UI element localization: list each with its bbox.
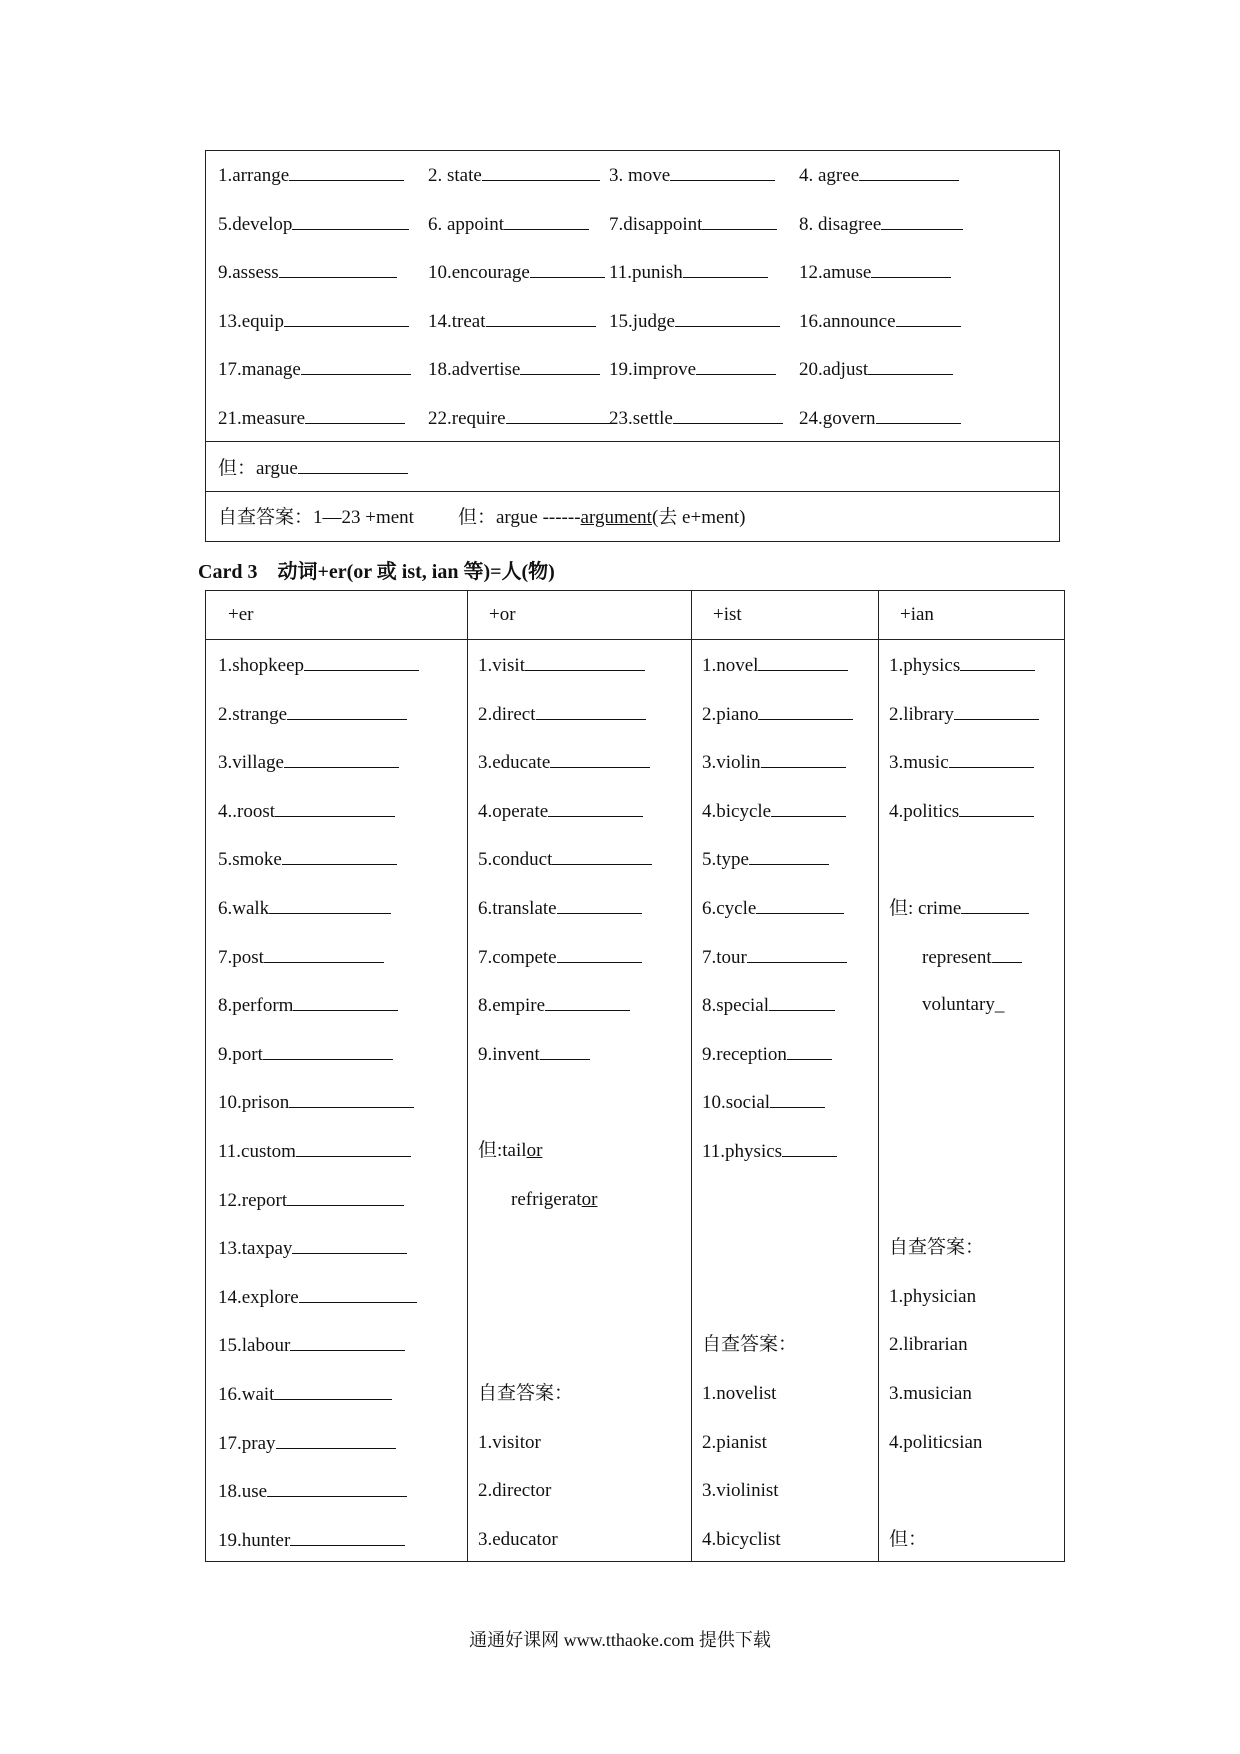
card3-item (218, 1091, 414, 1114)
card3-word: 9.port (218, 1043, 263, 1065)
card3-word: 6.cycle (702, 898, 757, 919)
answer-blank[interactable] (961, 897, 1029, 914)
card3-item (702, 1091, 825, 1114)
card2-item (609, 358, 776, 381)
card3-word: 7.tour (702, 946, 747, 968)
card2-word: 12.amuse (799, 262, 872, 283)
ist-answer: 4.bicyclist (702, 1528, 781, 1550)
card3-word: 3.village (218, 752, 284, 774)
card2-answer-underlined: argument (580, 507, 652, 528)
answer-blank[interactable] (881, 213, 963, 230)
card2-item (609, 261, 768, 284)
card2-item (428, 261, 605, 284)
answer-blank[interactable] (673, 407, 783, 424)
answer-blank[interactable] (530, 261, 605, 278)
answer-blank[interactable] (292, 213, 409, 230)
ian-exception (922, 946, 1022, 969)
card2-word: 20.adjust (799, 359, 869, 380)
answer-blank[interactable] (267, 1480, 407, 1497)
card3-word: 1.visit (478, 655, 525, 676)
card2-item (609, 164, 775, 187)
card3-word: 1.physics (889, 655, 961, 676)
card3-table (205, 590, 1065, 1562)
answer-blank[interactable] (299, 1286, 417, 1303)
card3-item (478, 897, 642, 920)
answer-blank[interactable] (756, 897, 844, 914)
card3-word: 4.operate (478, 800, 549, 822)
card3-item (702, 703, 853, 726)
or-exception-suffix: or (526, 1140, 543, 1161)
ist-answer-title: 自查答案： (702, 1334, 798, 1356)
answer-blank[interactable] (276, 1432, 396, 1449)
card3-word: 6.walk (218, 898, 270, 919)
answer-blank[interactable] (758, 654, 848, 671)
card3-item (889, 703, 1039, 726)
card2-word: 21.measure (218, 407, 306, 429)
or-exception-word: refrigerat (511, 1188, 582, 1210)
card2-word: 5.develop (218, 213, 293, 235)
card3-item (218, 1529, 405, 1552)
answer-blank[interactable] (305, 407, 405, 424)
card3-item (889, 800, 1034, 823)
card2-word: 19.improve (609, 359, 697, 380)
card2-item (799, 164, 959, 187)
answer-blank[interactable] (552, 848, 652, 865)
ist-answer: 2.pianist (702, 1431, 767, 1453)
header-er: +er (228, 604, 254, 625)
card2-word: 1.arrange (218, 165, 290, 186)
ist-answer: 1.novelist (702, 1383, 777, 1404)
answer-blank[interactable] (289, 164, 404, 181)
card2-word: 6. appoint (428, 213, 504, 235)
answer-blank[interactable] (269, 897, 391, 914)
header-or: +or (489, 604, 516, 625)
card3-item (478, 946, 642, 969)
card2-word: 17.manage (218, 359, 301, 380)
answer-blank[interactable] (293, 994, 398, 1011)
card2-word: 7.disappoint (609, 213, 703, 235)
card3-word: 10.social (702, 1092, 771, 1114)
card2-word: 23.settle (609, 407, 673, 429)
card2-item (799, 310, 961, 333)
answer-blank[interactable] (557, 897, 642, 914)
ian-answer-title: 自查答案： (889, 1237, 985, 1259)
card3-item (702, 994, 835, 1017)
answer-blank[interactable] (954, 703, 1039, 720)
card2-exception: 但：argue (218, 457, 408, 480)
or-exception-suffix: or (581, 1188, 598, 1210)
card2-word: 11.punish (609, 262, 683, 283)
answer-blank[interactable] (758, 703, 853, 720)
answer-blank[interactable] (520, 358, 600, 375)
card3-item (218, 703, 407, 726)
answer-blank[interactable] (749, 848, 829, 865)
answer-blank[interactable] (287, 703, 407, 720)
answer-blank[interactable] (292, 1237, 407, 1254)
card3-header-divider (206, 639, 1064, 640)
or-answer: 1.visitor (478, 1431, 541, 1453)
card3-item (218, 1237, 407, 1260)
card3-word: 10.prison (218, 1092, 290, 1114)
or-answer: 2.director (478, 1480, 552, 1502)
ian-exception (889, 897, 1029, 920)
card3-word: 19.hunter (218, 1529, 291, 1551)
card2-word: 22.require (428, 407, 506, 429)
answer-blank[interactable] (871, 261, 951, 278)
card2-item (428, 213, 589, 236)
card2-word: 18.advertise (428, 359, 521, 380)
answer-blank[interactable] (263, 1043, 393, 1060)
answer-blank[interactable] (702, 213, 777, 230)
card3-word: 4.politics (889, 800, 960, 822)
card3-item (702, 946, 847, 969)
answer-blank[interactable] (548, 800, 643, 817)
answer-blank[interactable] (675, 310, 780, 327)
answer-blank[interactable] (545, 994, 630, 1011)
ian-tail: 但： (889, 1528, 928, 1550)
answer-blank[interactable] (550, 751, 650, 768)
card3-word: 3.educate (478, 752, 551, 774)
card3-item (218, 1189, 404, 1212)
card3-item (478, 994, 630, 1017)
card2-word: 13.equip (218, 310, 284, 332)
answer-blank[interactable] (896, 310, 961, 327)
answer-blank[interactable] (486, 310, 596, 327)
answer-blank[interactable] (282, 848, 397, 865)
answer-blank[interactable] (876, 407, 961, 424)
or-exception-refrigerator (511, 1189, 598, 1211)
card3-item (478, 848, 652, 871)
card3-word: 5.type (702, 849, 749, 871)
card3-word: 4..roost (218, 800, 275, 822)
answer-blank[interactable] (960, 654, 1035, 671)
card3-item (478, 751, 650, 774)
card2-divider-1 (206, 441, 1059, 442)
answer-blank[interactable] (696, 358, 776, 375)
ian-answer: 4.politicsian (889, 1431, 983, 1453)
answer-blank[interactable] (761, 751, 846, 768)
card3-col-divider-2 (691, 591, 692, 1561)
card3-word: 8.perform (218, 995, 294, 1017)
card3-word: 2.piano (702, 703, 759, 725)
answer-blank[interactable] (301, 358, 411, 375)
card3-item (218, 1286, 417, 1309)
card3-item (218, 1432, 396, 1455)
card3-item (478, 654, 645, 677)
answer-blank[interactable] (959, 800, 1034, 817)
card3-item (218, 1043, 393, 1066)
card3-item (218, 1383, 392, 1406)
card2-item (799, 358, 953, 381)
answer-blank[interactable] (504, 213, 589, 230)
card2-item (218, 213, 409, 236)
card3-word: 7.post (218, 946, 264, 968)
card3-item (218, 1334, 405, 1357)
card3-word: 3.violin (702, 752, 761, 774)
or-exception-tailor (478, 1140, 542, 1162)
or-exception-label: 但:tail (478, 1140, 527, 1161)
card2-item (428, 310, 596, 333)
card3-word: 11.custom (218, 1141, 296, 1162)
answer-blank[interactable] (290, 1334, 405, 1351)
card3-item (218, 800, 395, 823)
card3-word: 9.reception (702, 1043, 787, 1065)
answer-blank[interactable] (992, 946, 1022, 963)
card2-item (218, 261, 397, 284)
answer-blank[interactable] (683, 261, 768, 278)
card2-answer-exception: 但：argue ------ (457, 507, 581, 528)
card3-item (218, 897, 391, 920)
card2-item (609, 407, 783, 430)
answer-blank[interactable] (279, 261, 397, 278)
card3-item (478, 1043, 590, 1066)
card3-item (478, 703, 646, 726)
card3-col-divider-3 (878, 591, 879, 1561)
answer-blank[interactable] (769, 994, 835, 1011)
ian-exception-word: voluntary_ (922, 994, 1005, 1016)
card3-word: 2.strange (218, 703, 288, 725)
card3-item (889, 751, 1034, 774)
card3-word: 5.smoke (218, 849, 282, 871)
card3-item (889, 654, 1035, 677)
card3-col-divider-1 (467, 591, 468, 1561)
card2-word: 15.judge (609, 310, 675, 332)
header-ist: +ist (713, 604, 742, 625)
card3-item (218, 946, 384, 969)
card2-item (218, 407, 405, 430)
card3-word: 7.compete (478, 946, 557, 968)
card3-word: 6.translate (478, 898, 557, 919)
answer-blank[interactable] (557, 946, 642, 963)
card2-item (428, 164, 600, 187)
answer-blank[interactable] (782, 1140, 837, 1157)
answer-blank[interactable] (506, 407, 616, 424)
or-answer: 3.educator (478, 1528, 558, 1550)
answer-blank[interactable] (540, 1043, 590, 1060)
card3-word: 17.pray (218, 1432, 276, 1454)
answer-blank[interactable] (289, 1091, 414, 1108)
card3-item (218, 848, 397, 871)
ian-exception (922, 994, 1004, 1016)
card2-item (609, 213, 777, 236)
card3-item (218, 1480, 407, 1503)
answer-blank[interactable] (287, 1189, 404, 1206)
card3-word: 18.use (218, 1481, 268, 1503)
or-answer-title: 自查答案： (478, 1383, 574, 1404)
card2-answer (218, 507, 746, 529)
answer-blank[interactable] (771, 800, 846, 817)
card3-item (702, 751, 846, 774)
card2-word: 24.govern (799, 407, 876, 429)
card2-word: 10.encourage (428, 262, 530, 283)
card3-item (218, 751, 399, 774)
card3-word: 2.library (889, 703, 954, 725)
card3-title: Card 3 动词+er(or 或 ist, ian 等)=人(物) (198, 561, 555, 583)
card3-item (218, 1140, 411, 1163)
answer-blank[interactable] (296, 1140, 411, 1157)
card2-item (218, 310, 409, 333)
card2-item (799, 261, 951, 284)
card2-item (218, 358, 411, 381)
card2-answer-note: (去 e+ment) (651, 507, 746, 528)
card3-item (218, 654, 419, 677)
card2-item (799, 213, 963, 236)
answer-blank[interactable] (290, 1529, 405, 1546)
card3-word: 5.conduct (478, 849, 553, 871)
card3-item (702, 654, 848, 677)
card2-table (205, 150, 1060, 542)
answer-blank[interactable] (747, 946, 847, 963)
card2-word: 2. state (428, 165, 482, 186)
card2-word: 3. move (609, 165, 671, 186)
card3-item (702, 800, 846, 823)
ian-answer: 1.physician (889, 1285, 977, 1307)
card3-word: 1.shopkeep (218, 655, 305, 676)
card3-item (218, 994, 398, 1017)
answer-blank[interactable] (482, 164, 600, 181)
card3-item (702, 1043, 832, 1066)
card3-word: 4.bicycle (702, 800, 772, 822)
card3-word: 3.music (889, 752, 949, 774)
answer-blank[interactable] (949, 751, 1034, 768)
answer-blank[interactable] (770, 1091, 825, 1108)
card3-word: 16.wait (218, 1384, 275, 1405)
card3-word: 14.explore (218, 1286, 299, 1308)
card2-word: 4. agree (799, 165, 860, 186)
card3-word: 8.special (702, 995, 770, 1017)
card3-word: 2.direct (478, 703, 536, 725)
header-ian: +ian (900, 604, 934, 625)
card2-item (428, 407, 616, 430)
card3-item (702, 1140, 837, 1163)
ian-answer: 3.musician (889, 1383, 972, 1404)
answer-blank[interactable] (275, 800, 395, 817)
card2-item (218, 164, 404, 187)
card2-word: 16.announce (799, 310, 896, 332)
card2-item (428, 358, 600, 381)
answer-blank[interactable] (274, 1383, 392, 1400)
answer-blank[interactable] (859, 164, 959, 181)
answer-blank[interactable] (525, 654, 645, 671)
answer-blank[interactable] (670, 164, 775, 181)
card2-answer-prefix: 自查答案：1—23 +ment (218, 507, 414, 528)
ist-answer: 3.violinist (702, 1480, 779, 1502)
ian-exception-word: represent (922, 946, 992, 968)
card2-word: 8. disagree (799, 213, 882, 235)
card2-item (609, 310, 780, 333)
card3-item (702, 897, 844, 920)
card3-word: 8.empire (478, 995, 546, 1017)
answer-blank[interactable] (264, 946, 384, 963)
card2-word: 14.treat (428, 310, 486, 332)
card2-item (799, 407, 961, 430)
card3-word: 13.taxpay (218, 1238, 293, 1260)
answer-blank[interactable] (284, 310, 409, 327)
card3-word: 12.report (218, 1189, 288, 1211)
answer-blank[interactable] (284, 751, 399, 768)
answer-blank[interactable] (304, 654, 419, 671)
answer-blank[interactable] (536, 703, 646, 720)
ian-answer: 2.librarian (889, 1334, 968, 1356)
answer-blank[interactable] (787, 1043, 832, 1060)
ian-exception-word: 但: crime (889, 898, 962, 919)
card3-item (702, 848, 829, 871)
card3-word: 1.novel (702, 655, 759, 676)
card3-item (478, 800, 643, 823)
card2-word: 9.assess (218, 262, 279, 283)
card2-divider-2 (206, 491, 1059, 492)
card3-word: 11.physics (702, 1141, 783, 1162)
answer-blank[interactable] (868, 358, 953, 375)
card3-word: 9.invent (478, 1043, 540, 1065)
card3-word: 15.labour (218, 1335, 291, 1357)
footer: 通通好课网 www.tthaoke.com 提供下载 (469, 1630, 771, 1650)
